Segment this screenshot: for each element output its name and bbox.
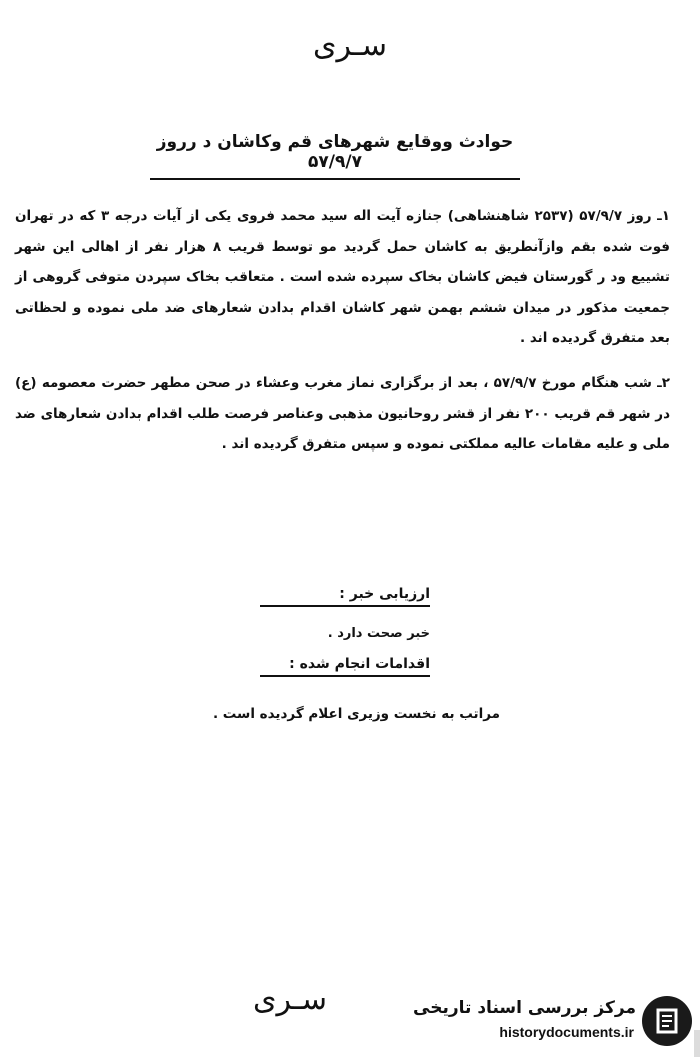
archive-watermark <box>413 994 692 1050</box>
final-text: مراتب به نخست وزیری اعلام گردیده است . <box>212 706 500 722</box>
archive-name: مرکز بررسی اسناد تاریخی <box>413 998 636 1018</box>
document-title: حوادث ووقايع شهرهاى قم وكاشان د رروز ۵۷/۹/۷ <box>150 132 520 180</box>
paragraph-1: ۱ـ روز ۵۷/۹/۷ (۲۵۳۷ شاهنشاهی) جنازه آیت اله سید محمد فروی یکی از آیات درجه ۳ که در تهران فوت شده بقم وازآنطریق به کاشان حمل گردید مو توسط قریب ۸ هزار نفر از اهالی این شهر تشییع ود ر گورستان فیض کاشان بخاک سپرده شده است . متعاقب بخاک سپردن متوفی گروهی از جمعیت مذکور در میدان ششم بهمن شهر کاشان اقدام بدادن شعارهای ضد ملی نموده و لحظاتی بعد متفرق گردیده اند . <box>15 208 671 346</box>
classification-bottom: سـرى <box>253 982 327 1017</box>
evaluation-text: خبر صحت دارد . <box>327 626 430 641</box>
paragraph-2: ۲ـ شب هنگام مورخ ۵۷/۹/۷ ، بعد از برگزاری نماز مغرب وعشاء در صحن مطهر حضرت معصومه (ع) در شهر قم قریب ۲۰۰ نفر از قشر روحانیون مذهبی وعناصر فرصت طلب اقدام بدادن شعارهای ضد ملی و علیه مقامات عالیه مملکتی نموده و سپس متفرق گردیده اند . <box>15 375 671 452</box>
evaluation-label: ارزیابی خبر : <box>260 586 430 607</box>
classification-top: سـرى <box>313 28 387 63</box>
page-edge <box>694 1030 700 1057</box>
actions-label: اقدامات انجام شده : <box>260 656 430 677</box>
archive-url: historydocuments.ir <box>499 1024 634 1040</box>
archive-logo-icon <box>642 996 692 1046</box>
